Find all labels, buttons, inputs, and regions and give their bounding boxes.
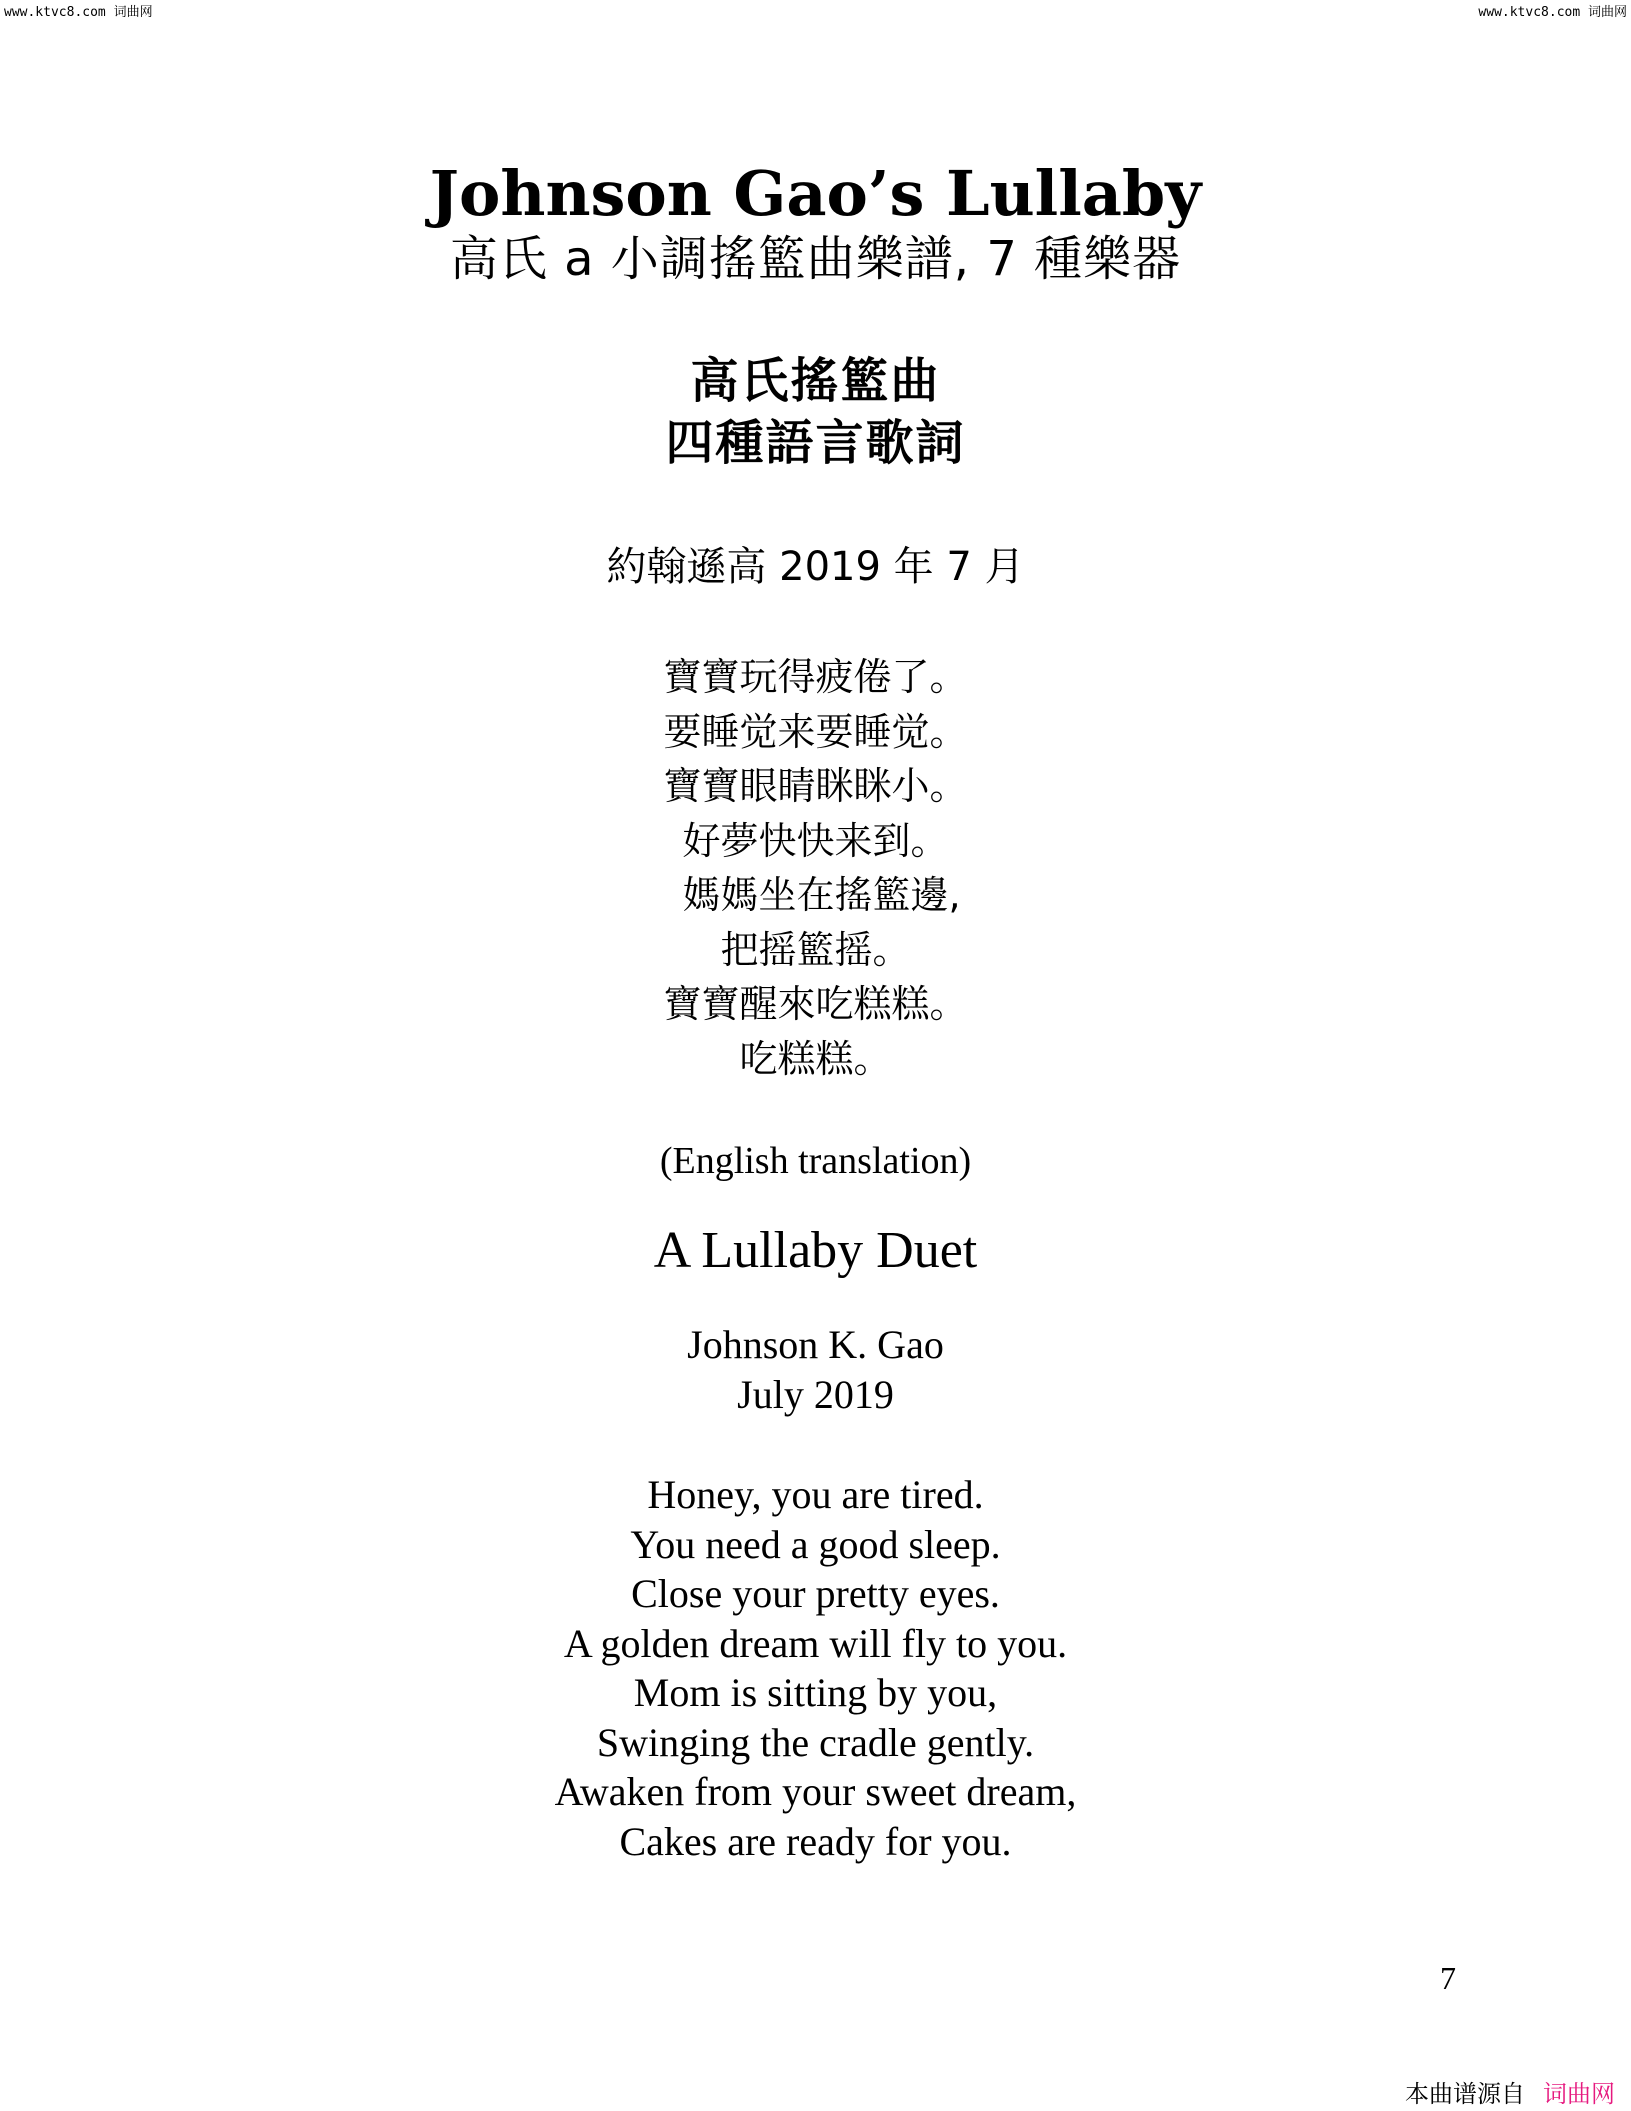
title-english: Johnson Gao’s Lullaby [429,157,1202,230]
author-date: July 2019 [737,1372,894,1417]
author-name: Johnson K. Gao [687,1322,944,1367]
lyric-line-zh: 寶寶玩得疲倦了。 [663,655,968,699]
lyric-line-zh: 媽媽坐在搖籃邊, [670,873,961,917]
duet-title: A Lullaby Duet [653,1222,978,1279]
author-chinese: 約翰遜高 2019 年 7 月 [606,544,1025,590]
subtitle-line-2: 四種語言歌詞 [665,415,966,471]
page-number: 7 [1440,1960,1456,1996]
title-chinese: 高氏 a 小調搖籃曲樂譜, 7 種樂器 [449,231,1182,287]
lyric-line-zh: 寶寶醒來吃糕糕。 [663,982,968,1026]
lyric-line-en: A golden dream will fly to you. [563,1620,1068,1666]
lyric-line-en: Honey, you are tired. [647,1472,984,1517]
footer-source-label: 本曲谱源自 [1405,2080,1525,2108]
lyric-line-zh: 要睡觉来要睡觉。 [663,709,968,754]
watermark-left: www.ktvc8.com 词曲网 [4,5,153,20]
lyric-line-zh: 寶寶眼睛眯眯小。 [663,764,968,808]
lyric-line-en: Awaken from your sweet dream, [554,1769,1077,1814]
watermark-right: www.ktvc8.com 词曲网 [1478,5,1627,20]
lyric-line-zh: 吃糕糕。 [739,1036,892,1081]
footer-source [1405,2079,1615,2109]
translation-note: (English translation) [659,1140,972,1182]
lyric-line-en: Close your pretty eyes. [631,1571,1000,1616]
footer-brand-link[interactable]: 词曲网 [1543,2080,1615,2108]
subtitle-line-1: 高氏搖籃曲 [690,353,941,409]
lyric-line-zh: 把摇籃摇。 [720,927,911,972]
lyric-line-en: Swinging the cradle gently. [596,1719,1035,1765]
lyrics-chinese [0,650,1631,1086]
lyric-line-zh: 好夢快快来到。 [682,818,949,863]
lyric-line-en: Cakes are ready for you. [619,1818,1012,1864]
lyric-line-en: Mom is sitting by you, [633,1670,998,1715]
author-english [0,1320,1631,1420]
lyrics-english [0,1470,1631,1866]
lyric-line-en: You need a good sleep. [630,1521,1001,1567]
subtitle-chinese [0,350,1631,474]
